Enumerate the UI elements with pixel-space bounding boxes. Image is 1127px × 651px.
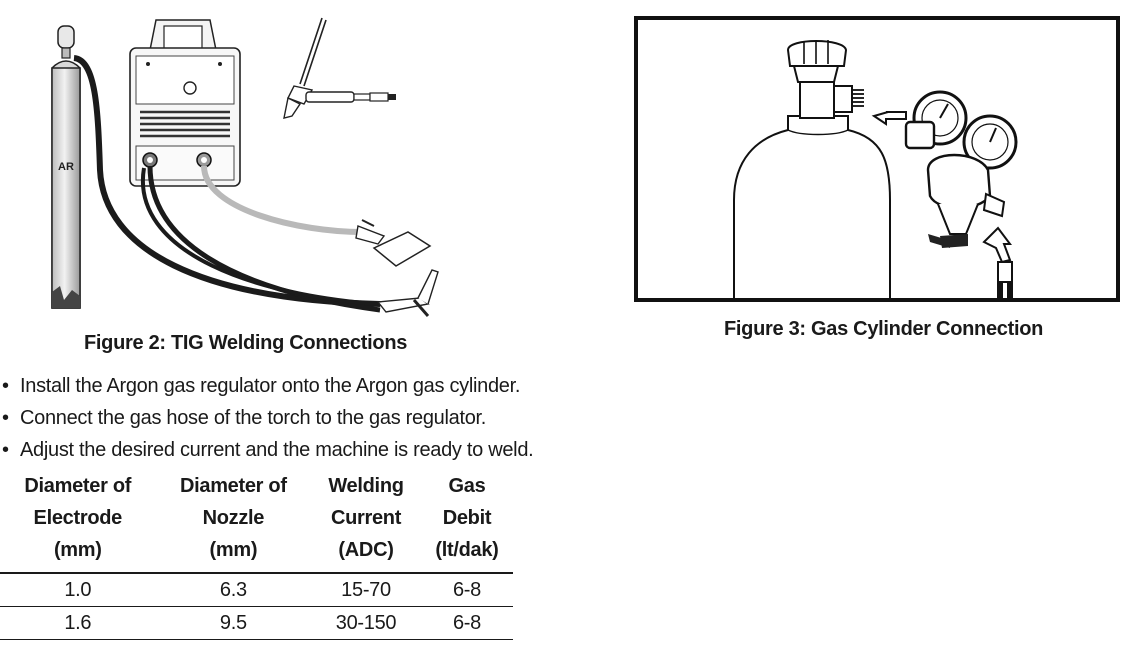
table-row [0, 607, 513, 640]
instruction-text: Adjust the desired current and the machine is ready to weld. [20, 439, 534, 461]
welding-machine [130, 20, 240, 186]
table-cell: 15-70 [311, 573, 421, 607]
welding-parameters-table [0, 468, 513, 640]
table-cell: 30-150 [311, 607, 421, 640]
gas-cylinder-connection-illustration [638, 20, 1116, 298]
table-cell: 6-8 [421, 607, 513, 640]
column-header: Welding Current (ADC) [311, 468, 421, 573]
instruction-text: Connect the gas hose of the torch to the gas regulator. [20, 407, 487, 429]
instruction-text: Install the Argon gas regulator onto the Argon gas cylinder. [20, 375, 521, 397]
tig-torch [284, 18, 396, 118]
list-item: • Adjust the desired current and the machine is ready to weld. [2, 439, 534, 461]
table-cell: 1.0 [0, 573, 156, 607]
ground-clamp [356, 220, 430, 266]
table-cell: 9.5 [156, 607, 312, 640]
torch-at-work [378, 270, 438, 316]
cylinder-label: AR [58, 161, 74, 173]
instruction-list [0, 370, 533, 466]
column-header: Diameter of Nozzle (mm) [156, 468, 312, 573]
column-header: Gas Debit (lt/dak) [421, 468, 513, 573]
figure2-caption: Figure 2: TIG Welding Connections [84, 332, 408, 354]
table-cell: 1.6 [0, 607, 156, 640]
table-header-row [0, 468, 513, 573]
list-item: • Install the Argon gas regulator onto the Argon gas cylinder. [2, 375, 521, 397]
figure3-caption: Figure 3: Gas Cylinder Connection [724, 318, 1044, 340]
argon-cylinder [52, 26, 80, 308]
list-item: • Connect the gas hose of the torch to the gas regulator. [2, 407, 487, 429]
table-cell: 6.3 [156, 573, 312, 607]
column-header: Diameter of Electrode (mm) [0, 468, 156, 573]
table-row [0, 573, 513, 607]
tig-connections-illustration [0, 0, 520, 328]
gas-regulator [906, 92, 1016, 248]
figure3-frame [634, 16, 1120, 302]
table-cell: 6-8 [421, 573, 513, 607]
